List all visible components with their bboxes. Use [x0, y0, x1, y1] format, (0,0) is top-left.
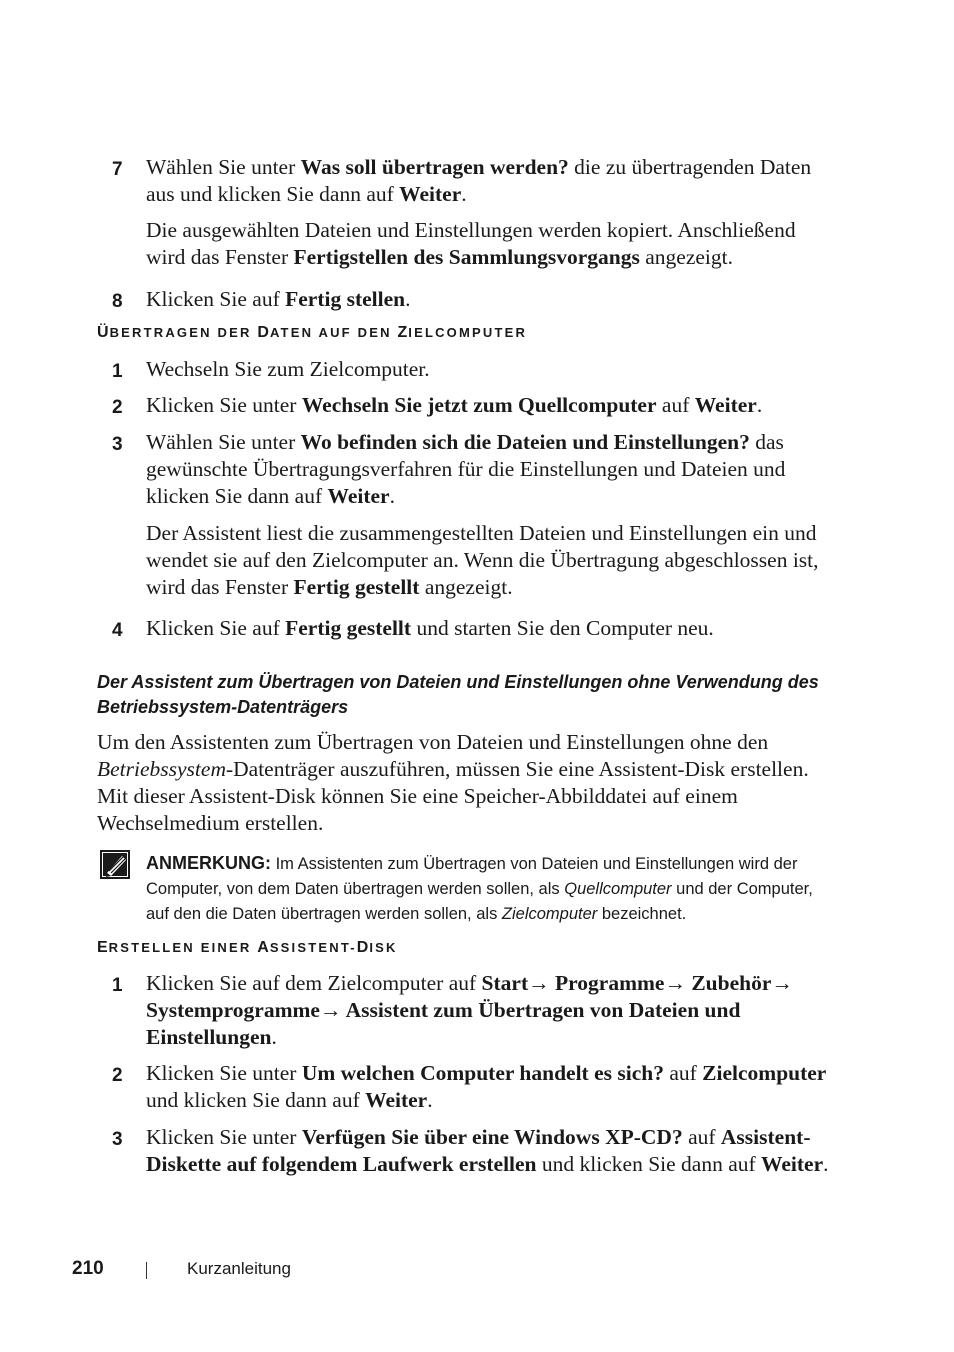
step-text: Klicken Sie auf dem Zielcomputer auf Start→ Programme→ Zubehör→ Systemprogramme→ Assistent zum Übertragen von Dateien und Einstellungen.: [146, 971, 793, 1049]
step-text: Wählen Sie unter Wo befinden sich die Dateien und Einstellungen? das gewünschte Übertragungsverfahren für die Einstellungen und Dateien und klicken Sie dann auf Weiter.: [146, 430, 786, 508]
intro-paragraph: Um den Assistenten zum Übertragen von Dateien und Einstellungen ohne den Betriebssystem-Datenträger auszuführen, müssen Sie eine Assistent-Disk erstellen. Mit dieser Assistent-Disk können Sie eine Speicher-Abbilddatei auf einem Wechselmedium erstellen.: [97, 730, 809, 835]
step-number: 8: [112, 291, 123, 312]
step-number: 2: [112, 397, 123, 418]
section-heading-disk: ERSTELLEN EINER ASSISTENT-DISK: [97, 939, 398, 956]
footer-divider: [146, 1262, 147, 1279]
note-pencil-icon: [100, 850, 132, 880]
step-7-result: Die ausgewählten Dateien und Einstellungen werden kopiert. Anschließend wird das Fenster Fertigstellen des Sammlungsvorgangs angezeigt.: [146, 218, 796, 269]
step-text: Klicken Sie auf Fertig gestellt und starten Sie den Computer neu.: [146, 616, 714, 640]
note-label: ANMERKUNG:: [146, 853, 271, 873]
section-heading-zielcomputer: ÜBERTRAGEN DER DATEN AUF DEN ZIELCOMPUTER: [97, 324, 528, 341]
step-text: Klicken Sie unter Verfügen Sie über eine Windows XP-CD? auf Assistent-Diskette auf folgendem Laufwerk erstellen und klicken Sie dann auf Weiter.: [146, 1125, 829, 1176]
step-number: 1: [112, 975, 123, 996]
step-number: 4: [112, 620, 123, 641]
page-number: 210: [72, 1258, 104, 1279]
step-number: 2: [112, 1065, 123, 1086]
section-heading-assistent: Der Assistent zum Übertragen von Dateien und Einstellungen ohne Verwendung des Betriebssystem-Datenträgers: [97, 672, 819, 717]
step-text: Wechseln Sie zum Zielcomputer.: [146, 357, 430, 381]
step-text: Wählen Sie unter Was soll übertragen werden? die zu übertragenden Daten aus und klicken Sie dann auf Weiter.: [146, 155, 812, 206]
step-number: 3: [112, 1129, 123, 1150]
step-number: 7: [112, 159, 123, 180]
step-text: Klicken Sie auf Fertig stellen.: [146, 287, 411, 311]
step-number: 1: [112, 361, 123, 382]
step-3-result: Der Assistent liest die zusammengestellten Dateien und Einstellungen ein und wendet sie auf den Zielcomputer an. Wenn die Übertragung abgeschlossen ist, wird das Fenster Fertig gestellt angezeigt.: [146, 521, 819, 599]
step-text: Klicken Sie unter Wechseln Sie jetzt zum Quellcomputer auf Weiter.: [146, 393, 763, 417]
step-number: 3: [112, 434, 123, 455]
note-box: ANMERKUNG: Im Assistenten zum Übertragen von Dateien und Einstellungen wird der Computer, von dem Daten übertragen werden sollen, als Quellcomputer und der Computer, auf den die Daten übertragen werden sollen, als Zielcomputer bezeichnet.: [146, 853, 813, 923]
step-text: Klicken Sie unter Um welchen Computer handelt es sich? auf Zielcomputer und klicken Sie dann auf Weiter.: [146, 1061, 827, 1112]
footer-section-label: Kurzanleitung: [187, 1259, 291, 1278]
